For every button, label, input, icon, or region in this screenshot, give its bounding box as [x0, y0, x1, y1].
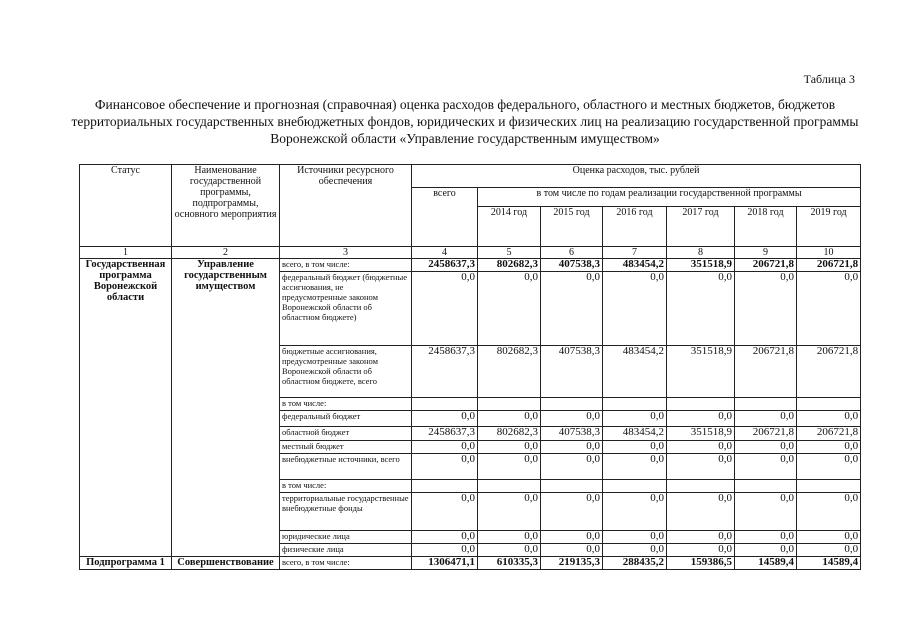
- header-col-number: 2: [172, 247, 280, 259]
- value-cell: 0,0: [797, 454, 861, 480]
- source-cell: в том числе:: [280, 480, 412, 493]
- value-cell: 0,0: [667, 544, 735, 557]
- value-cell: 0,0: [797, 531, 861, 544]
- value-cell: 206721,8: [735, 346, 797, 398]
- value-cell: 0,0: [735, 441, 797, 454]
- value-cell: [735, 398, 797, 411]
- value-cell: 0,0: [667, 411, 735, 427]
- header-estimate: Оценка расходов, тыс. рублей: [412, 165, 861, 188]
- header-col-number: 5: [478, 247, 541, 259]
- value-cell: 0,0: [603, 441, 667, 454]
- value-cell: 0,0: [412, 454, 478, 480]
- value-cell: 0,0: [478, 272, 541, 346]
- value-cell: 0,0: [541, 454, 603, 480]
- value-cell: 483454,2: [603, 346, 667, 398]
- value-cell: 0,0: [478, 544, 541, 557]
- value-cell: 610335,3: [478, 557, 541, 570]
- row-status: Подпрограмма 1: [80, 557, 172, 570]
- value-cell: 407538,3: [541, 346, 603, 398]
- table-row: [80, 557, 861, 570]
- source-cell: территориальные государственные внебюджетные фонды: [280, 493, 412, 531]
- value-cell: [667, 398, 735, 411]
- value-cell: 0,0: [797, 493, 861, 531]
- value-cell: 0,0: [541, 441, 603, 454]
- value-cell: 159386,5: [667, 557, 735, 570]
- value-cell: 351518,9: [667, 427, 735, 441]
- value-cell: 0,0: [478, 531, 541, 544]
- row-name: Совершенствование: [172, 557, 280, 570]
- source-cell: в том числе:: [280, 398, 412, 411]
- value-cell: 0,0: [735, 411, 797, 427]
- value-cell: 0,0: [797, 544, 861, 557]
- value-cell: 0,0: [603, 531, 667, 544]
- source-cell: внебюджетные источники, всего: [280, 454, 412, 480]
- value-cell: 206721,8: [735, 427, 797, 441]
- header-year: 2016 год: [603, 207, 667, 247]
- value-cell: 351518,9: [667, 346, 735, 398]
- value-cell: 0,0: [541, 411, 603, 427]
- value-cell: 0,0: [603, 493, 667, 531]
- value-cell: 0,0: [412, 544, 478, 557]
- source-cell: всего, в том числе:: [280, 557, 412, 570]
- header-sources: Источники ресурсного обеспечения: [280, 165, 412, 247]
- value-cell: 0,0: [412, 531, 478, 544]
- value-cell: 2458637,3: [412, 427, 478, 441]
- source-cell: юридические лица: [280, 531, 412, 544]
- header-year: 2018 год: [735, 207, 797, 247]
- table-row: [80, 259, 861, 272]
- value-cell: 0,0: [667, 493, 735, 531]
- value-cell: 0,0: [603, 544, 667, 557]
- value-cell: 802682,3: [478, 259, 541, 272]
- value-cell: 0,0: [735, 544, 797, 557]
- table-number-label: Таблица 3: [803, 72, 855, 86]
- row-name: Управление государственным имуществом: [172, 259, 280, 557]
- value-cell: [478, 480, 541, 493]
- value-cell: 2458637,3: [412, 346, 478, 398]
- source-cell: физические лица: [280, 544, 412, 557]
- value-cell: 0,0: [667, 531, 735, 544]
- value-cell: 0,0: [478, 493, 541, 531]
- header-name: Наименование государственной программы, подпрограммы, основного мероприятия: [172, 165, 280, 247]
- value-cell: 0,0: [478, 454, 541, 480]
- value-cell: [412, 480, 478, 493]
- value-cell: 0,0: [735, 454, 797, 480]
- header-col-number: 7: [603, 247, 667, 259]
- value-cell: [603, 398, 667, 411]
- value-cell: 2458637,3: [412, 259, 478, 272]
- header-col-number: 6: [541, 247, 603, 259]
- value-cell: 0,0: [797, 441, 861, 454]
- header-year: 2019 год: [797, 207, 861, 247]
- source-cell: местный бюджет: [280, 441, 412, 454]
- value-cell: 288435,2: [603, 557, 667, 570]
- value-cell: 407538,3: [541, 427, 603, 441]
- header-col-number: 9: [735, 247, 797, 259]
- value-cell: 0,0: [541, 544, 603, 557]
- value-cell: 0,0: [412, 441, 478, 454]
- header-col-number: 4: [412, 247, 478, 259]
- source-cell: бюджетные ассигнования, предусмотренные законом Воронежской области об областном бюджете, всего: [280, 346, 412, 398]
- value-cell: 802682,3: [478, 346, 541, 398]
- value-cell: 0,0: [603, 411, 667, 427]
- value-cell: 0,0: [478, 411, 541, 427]
- header-year: 2014 год: [478, 207, 541, 247]
- value-cell: 0,0: [603, 272, 667, 346]
- header-col-number: 8: [667, 247, 735, 259]
- header-total: всего: [412, 188, 478, 247]
- row-status: Государственная программа Воронежской области: [80, 259, 172, 557]
- value-cell: [541, 480, 603, 493]
- value-cell: 0,0: [412, 272, 478, 346]
- value-cell: [797, 480, 861, 493]
- value-cell: 0,0: [603, 454, 667, 480]
- value-cell: 0,0: [735, 272, 797, 346]
- value-cell: 0,0: [735, 493, 797, 531]
- value-cell: [478, 398, 541, 411]
- value-cell: 0,0: [667, 454, 735, 480]
- value-cell: 14589,4: [797, 557, 861, 570]
- value-cell: [541, 398, 603, 411]
- source-cell: всего, в том числе:: [280, 259, 412, 272]
- source-cell: федеральный бюджет (бюджетные ассигнования, не предусмотренные законом Воронежской области об областном бюджете): [280, 272, 412, 346]
- value-cell: 483454,2: [603, 427, 667, 441]
- value-cell: [797, 398, 861, 411]
- value-cell: [735, 480, 797, 493]
- value-cell: 407538,3: [541, 259, 603, 272]
- value-cell: 351518,9: [667, 259, 735, 272]
- value-cell: 0,0: [478, 441, 541, 454]
- finance-table: [79, 164, 861, 570]
- header-col-number: 10: [797, 247, 861, 259]
- value-cell: 219135,3: [541, 557, 603, 570]
- header-year: 2017 год: [667, 207, 735, 247]
- value-cell: 0,0: [797, 411, 861, 427]
- value-cell: 802682,3: [478, 427, 541, 441]
- source-cell: федеральный бюджет: [280, 411, 412, 427]
- value-cell: 483454,2: [603, 259, 667, 272]
- source-cell: областной бюджет: [280, 427, 412, 441]
- value-cell: 206721,8: [797, 346, 861, 398]
- value-cell: 0,0: [667, 441, 735, 454]
- value-cell: 0,0: [667, 272, 735, 346]
- value-cell: 14589,4: [735, 557, 797, 570]
- value-cell: 0,0: [412, 411, 478, 427]
- value-cell: 0,0: [541, 493, 603, 531]
- value-cell: 1306471,1: [412, 557, 478, 570]
- value-cell: 206721,8: [797, 427, 861, 441]
- value-cell: 0,0: [797, 272, 861, 346]
- value-cell: 206721,8: [797, 259, 861, 272]
- header-year: 2015 год: [541, 207, 603, 247]
- header-col-number: 1: [80, 247, 172, 259]
- value-cell: [667, 480, 735, 493]
- document-title: Финансовое обеспечение и прогнозная (справочная) оценка расходов федерального, областного и местных бюджетов, бюджетов территориальных государственных внебюджетных фондов, юридических и физических лиц на реализацию государственной программы Воронежской области «Управление государственным имуществом»: [71, 97, 859, 146]
- value-cell: 0,0: [412, 493, 478, 531]
- value-cell: 0,0: [541, 531, 603, 544]
- value-cell: [603, 480, 667, 493]
- header-status: Статус: [80, 165, 172, 247]
- value-cell: 0,0: [541, 272, 603, 346]
- value-cell: 206721,8: [735, 259, 797, 272]
- header-by-years: в том числе по годам реализации государственной программы: [478, 188, 861, 207]
- value-cell: [412, 398, 478, 411]
- value-cell: 0,0: [735, 531, 797, 544]
- header-col-number: 3: [280, 247, 412, 259]
